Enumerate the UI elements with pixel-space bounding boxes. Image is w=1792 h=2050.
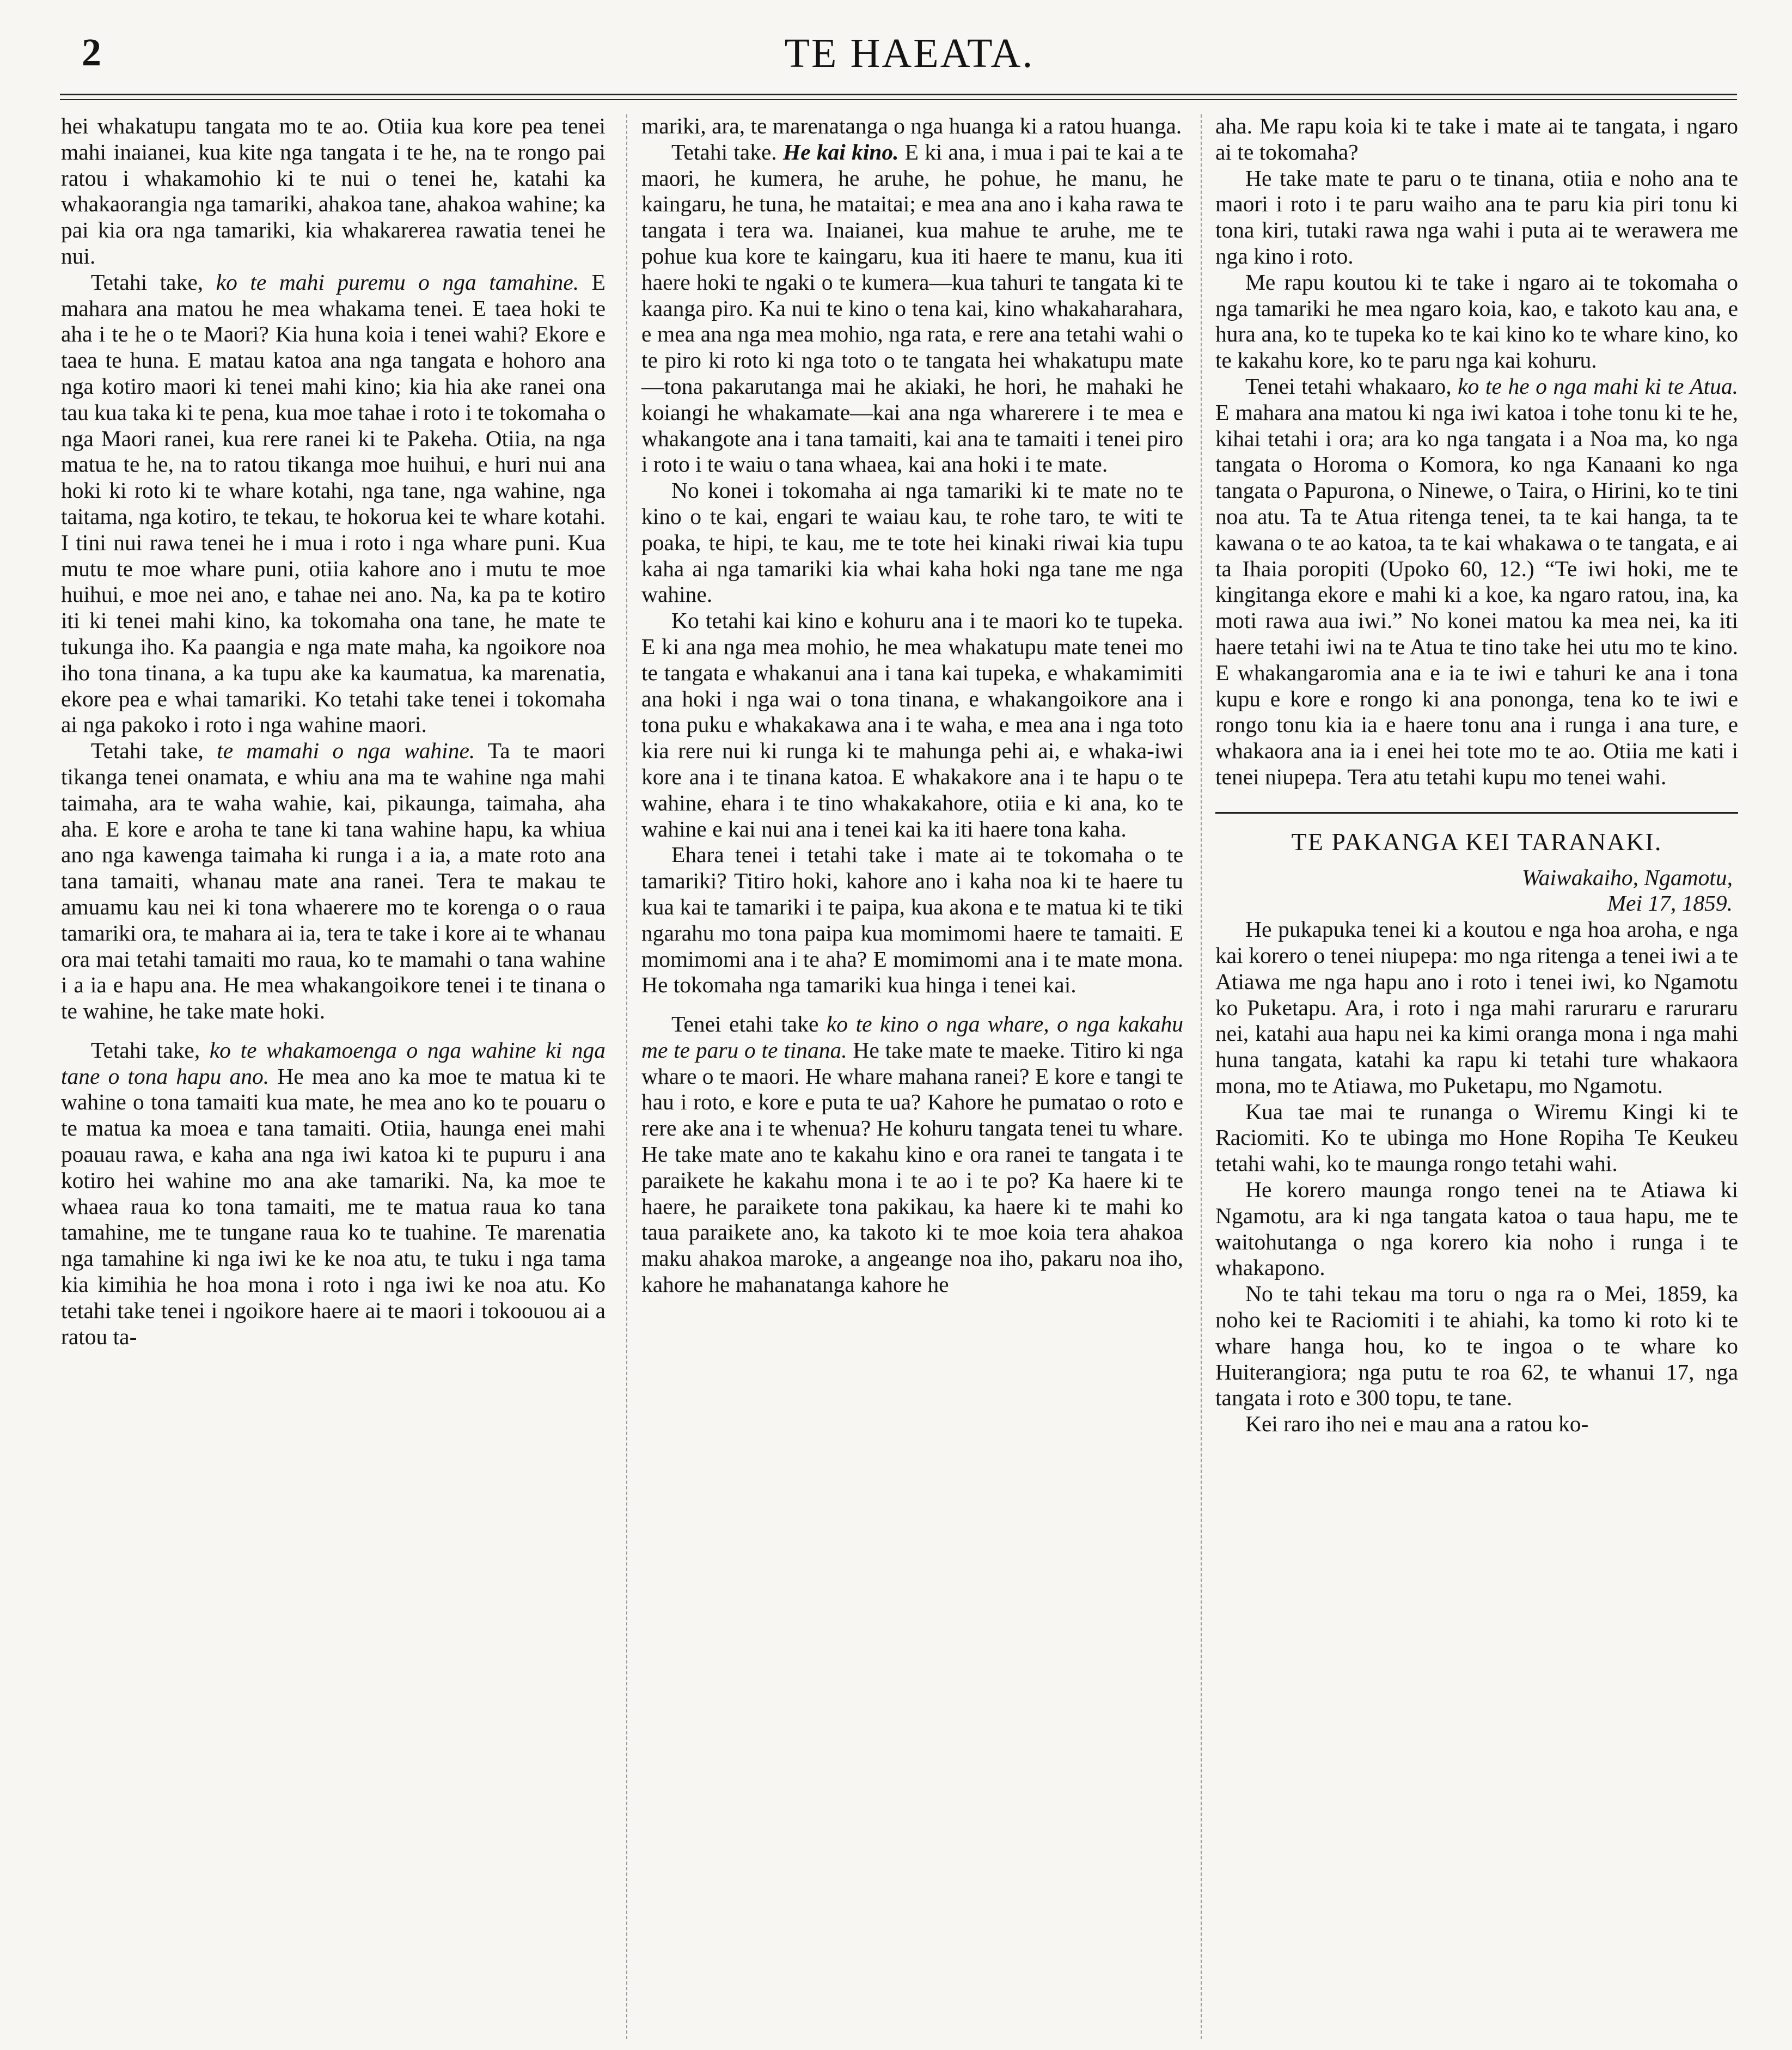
- paragraph: No konei i tokomaha ai nga tamariki ki te mate no te kino o te kai, engari te waiau kau, te rohe taro, te witi te poaka, te hipi, te kau, me te tote hei kinaki riwai kia tupu kaha ai nga tamariki kia whai kaha hoki nga tane me nga wahine.: [641, 478, 1183, 607]
- paragraph-body: He take mate te maeke. Titiro ki nga whare o te maori. He whare mahana ranei? E kore e tangi te hau i roto, e kore e puta te ua? Kahore he pumatao o roto e rere ake ana i te whenua? He kohuru tangata tenei tu whare. He take mate ano te kakahu kino e ora ranei te tangata i te paraikete he kakahu mona i te ao i te po? Ka haere ki te haere, he paraikete tona pakikau, ka haere ki te mahi ko taua paraikete ano, ka takoto ki te moe koia tera ahakoa maku ahakoa maroke, a angeange noa iho, pakaru noa iho, kahore he mahanatanga kahore he: [641, 1037, 1184, 1297]
- paragraph: [61, 738, 606, 1024]
- paragraph: He take mate te paru o te tinana, otiia e noho ana te maori i roto i te paru waiho ana te paru kia piri tonu ki tona kiri, tutaki rawa nga wahi i puta ai te werawera me nga kino i roto.: [1215, 165, 1738, 269]
- paragraph: [61, 1038, 606, 1350]
- section-title: TE PAKANGA KEI TARANAKI.: [1291, 827, 1662, 856]
- paragraph-body: He mea ano ka moe te matua ki te wahine o tona tamaiti kua mate, he mea ano ko te pouaru o te matua ka moea e tana tamaiti. Otiia, haunga enei mahi poauau rawa, e kaha ana nga iwi katoa ki te pupuru i ana kotiro hei wahine mo ana ake tamariki. Na, ka moe te whaea raua ko tona tamaiti, me te matua raua ko tana tamahine, me te tungane raua ko te tuahine. Te marenatia nga tamahine ki nga iwi ke ke noa atu, te tuku i nga tama kia kimihia he hoa mona i roto i nga iwi ke noa atu. Ko tetahi take tenei i ngoikore haere ai te maori i tokoouou ai a ratou ta-: [61, 1063, 606, 1349]
- paragraph: He korero maunga rongo tenei na te Atiawa ki Ngamotu, ara ki nga tangata katoa o taua hapu, me te waitohutanga o nga korero kia noho i runga i te whakapono.: [1215, 1177, 1738, 1280]
- paragraph-lead: Tetahi take,: [91, 1037, 210, 1063]
- paragraph: Ehara tenei i tetahi take i mate ai te tokomaha o te tamariki? Titiro hoki, kahore ano i kaha noa ki te haere tu kua kai te tamariki i te paipa, kua akona e te matua ki te tiki ngarahu mo tona paipa kua momimomi haere te tamaiti. E momimomi ana i te aha? E momimomi ana i te mate mona. He tokomaha nga tamariki kua hinga i tenei kai.: [641, 842, 1183, 998]
- dateline-place: Waiwakaiho, Ngamotu,: [1522, 864, 1733, 890]
- header-rule-secondary: [60, 99, 1737, 100]
- paragraph-body: Ta te maori tikanga tenei onamata, e whiu ana ma te wahine nga mahi taimaha, ara te waha wahie, kai, pikaunga, taimaha, aha aha. E kore e aroha te tane ki tana wahine hapu, ka whiua ano nga kawenga taimaha ki runga i a ia, a mate roto ana tana tamaiti, whanau mate ana ranei. Tera te makau te amuamu kau nei ki tona whaerere mo te korenga o o raua tamariki ora, te mahara ai ia, tera te take i kore ai te whanau ora mai tetahi tamaiti mo raua, ko te mamahi o tana wahine i a ia e hapu ana. He mea whakangoikore tenei i te tinana o te wahine, he take mate hoki.: [61, 738, 606, 1024]
- page-number: 2: [82, 30, 101, 74]
- paragraph-lead: Tenei tetahi whakaaro,: [1245, 373, 1458, 399]
- paragraph: [61, 270, 606, 738]
- section-divider: [1215, 812, 1738, 814]
- paragraph-topic: ko te mahi puremu o nga tamahine.: [216, 269, 579, 295]
- paragraph-lead: Tetahi take,: [91, 738, 217, 764]
- paragraph: No te tahi tekau ma toru o nga ra o Mei, 1859, ka noho kei te Raciomiti i te ahiahi, ka tomo ki roto ki te whare hanga hou, ko te ingoa o te whare ko Huiterangiora; nga putu te roa 62, te whanui 17, nga tangata i roto e 300 topu, te tane.: [1215, 1281, 1738, 1411]
- paragraph-topic: He kai kino.: [782, 139, 899, 164]
- paragraph: aha. Me rapu koia ki te take i mate ai te tangata, i ngaro ai te tokomaha?: [1215, 113, 1738, 164]
- paragraph-lead: Tetahi take,: [91, 269, 216, 295]
- paragraph: [1215, 374, 1738, 790]
- paragraph: mariki, ara, te marenatanga o nga huanga ki a ratou huanga.: [641, 113, 1182, 138]
- paragraph-lead: Tenei etahi take: [671, 1011, 827, 1037]
- paragraph-lead: Tetahi take.: [671, 139, 783, 164]
- paragraph-topic: ko te he o nga mahi ki te Atua.: [1458, 373, 1738, 399]
- paragraph: Ko tetahi kai kino e kohuru ana i te maori ko te tupeka. E ki ana nga mea mohio, he mea whakatupu mate tenei mo te tangata e whakanui ana i tana kai tupeka, e whakamimiti ana hoki i nga wai o tona tinana, e whakangoikore ana i tona puku e whakakawa ana i te waha, e mea ana i nga toto kia rere nui ki runga ki te mahunga pehi ai, e whaka-iwi kore ana i te tinana katoa. E whakakore ana i te hapu o te wahine, ehara i te tino whakakahore, otiia e ki ana, ko te wahine e kai nui ana i tenei kai ka iti haere tona kaha.: [641, 608, 1183, 841]
- paragraph: [641, 1011, 1183, 1298]
- paragraph-body: E mahara ana matou ki nga iwi katoa i tohe tonu ki te he, kihai tetahi i ora; ara ko nga tangata i a Noa ma, ko nga tangata o Horoma o Komora, ko nga Kanaani ko nga tangata o Papurona, o Ninewe, o Taira, o Hirini, ko te tini noa atu. Ta te Atua ritenga tenei, ta te kai hanga, ta te kawana o te ao katoa, ta te kai whakawa o te tangata, e ai ta Ihaia poropiti (Upoko 60, 12.) “Te iwi hoki, me te kingitanga ekore e mahi ki a koe, ka ngaro ratou, ina, ka moti rawa aua iwi.” No konei matou ka mea nei, ka iti haere tetahi iwi na te Atua te tino take hei utu mo te kino. E whakangaromia ana e ia te iwi e tahuri ke ana i tona kupu e kore e rongo ki ana pononga, tena ko te iwi e rongo tonu kia ia e haere tonu ana i runga i ana ture, e whakaora ana ia i enei hei tote mo te ao. Otiia me kati i tenei niupepa. Tera atu tetahi kupu mo tenei wahi.: [1215, 399, 1738, 789]
- paragraph-topic: te mamahi o nga wahine.: [217, 738, 475, 764]
- column-1: [61, 113, 606, 1350]
- paragraph: Kua tae mai te runanga o Wiremu Kingi ki te Raciomiti. Ko te ubinga mo Hone Ropiha Te Keukeu tetahi wahi, ko te maunga rongo tetahi wahi.: [1215, 1099, 1738, 1176]
- paragraph: [641, 139, 1183, 478]
- paragraph-body: E mahara ana matou he mea whakama tenei. E taea hoki te aha i te he o te Maori? Kia huna koia i tenei wahi? Ekore e taea te huna. E matau katoa ana nga tangata e hohoro ana nga kotiro maori ki tenei mahi kino; kia hia ake ranei ona tau kua taka ki te pena, kua moe tahae i roto i te tokomaha o nga Maori ranei, kua rere ranei ki te Pakeha. Otiia, na nga matua te he, na to ratou tikanga moe huihui, e huri nui ana hoki ki roto ki te whare kotahi, nga tane, nga wahine, nga taitama, nga kotiro, te tekau, te hokorua kei te whare kotahi. I tini nui rawa tenei he i mua i roto i nga whare puni. Kua mutu te moe whare puni, otiia kahore ano i mutu te moe huihui, e moe nei ano, e tahae nei ano. Na, ka pa te kotiro iti ki tenei mahi kino, ka tokomaha ona tane, he mate te tukunga iho. Ka paangia e nga mate maha, ka ngoikore noa iho tona tinana, a ka tupu ake ka kaumatua, ka marenatia, ekore pea e whai tamariki. Ko tetahi take tenei i tokomaha ai nga pakoko i roto i nga wahine maori.: [61, 269, 606, 737]
- paragraph: He pukapuka tenei ki a koutou e nga hoa aroha, e nga kai korero o tenei niupepa: mo nga ritenga a tenei iwi a te Atiawa me nga hapu ano i roto i tenei iwi, ko Ngamotu ko Puketapu. Ara, i roto i nga mahi raruraru e raruraru nei, katahi aua hapu nei ka kimi oranga mona i nga mahi huna tangata, katahi ka rapu ki tetahi ture whakaora mona, mo te Atiawa, mo Puketapu, mo Ngamotu.: [1215, 917, 1738, 1098]
- column-divider: [1201, 114, 1202, 2039]
- paragraph-body: E ki ana, i mua i pai te kai a te maori, he kumera, he aruhe, he pohue, he manu, he kaingaru, he tuna, he mataitai; e mea ana ano i kaha rawa te tangata i tera wa. Inaianei, kua mahue te aruhe, me te pohue kua kore te kaingaru, kua iti haere te manu, kua iti haere hoki te ngaki o te kumera—kua tahuri te tangata ki te kaanga piro. Ka nui te kino o tena kai, kino whakaharahara, e mea ana nga mea mohio, nga rata, e rere ana tetahi wahi o te piro ki roto ki nga toto o te tangata hei whakatupu mate—tona pakarutanga mai he akiaki, he hori, he mahaki he koiangi he whakamate—kai ana nga wharerere i te mea e whakangote ana i tana tamaiti, kai ana te tamaiti i tenei piro i roto i te waiu o tana whaea, kai ana hoki i te mate.: [641, 139, 1183, 477]
- column-divider: [626, 114, 627, 2039]
- newspaper-title: TE HAEATA.: [784, 30, 1035, 76]
- dateline-date: Mei 17, 1859.: [1607, 890, 1733, 916]
- paragraph-topic: ko te kino o nga whare, o nga kakahu me te paru o te tinana.: [641, 1011, 1183, 1063]
- column-2: [641, 113, 1183, 1298]
- paragraph: Kei raro iho nei e mau ana a ratou ko-: [1245, 1411, 1589, 1437]
- column-3: [1215, 113, 1738, 1437]
- header-rule: [60, 94, 1737, 95]
- paragraph-topic: ko te whakamoenga o nga wahine ki nga tane o tona hapu ano.: [61, 1037, 606, 1089]
- page-header: [82, 30, 1737, 79]
- paragraph: Me rapu koutou ki te take i ngaro ai te tokomaha o nga tamariki he mea ngaro koia, kao, e takoto kau ana, e hura ana, ko te tupeka ko te kai kino ko te whare kino, ko te kakahu kore, ko te paru nga kai kohuru.: [1215, 269, 1738, 373]
- paragraph: hei whakatupu tangata mo te ao. Otiia kua kore pea tenei mahi inaianei, kua kite nga tangata i te he, na te rongo pai ratou i whakamohio ki te nui o tenei he, katahi ka whakaorangia nga tamariki, ahakoa tane, ahakoa wahine; ka pai kia ora nga tamariki, kia whakarerea rawatia tenei he nui.: [61, 113, 606, 269]
